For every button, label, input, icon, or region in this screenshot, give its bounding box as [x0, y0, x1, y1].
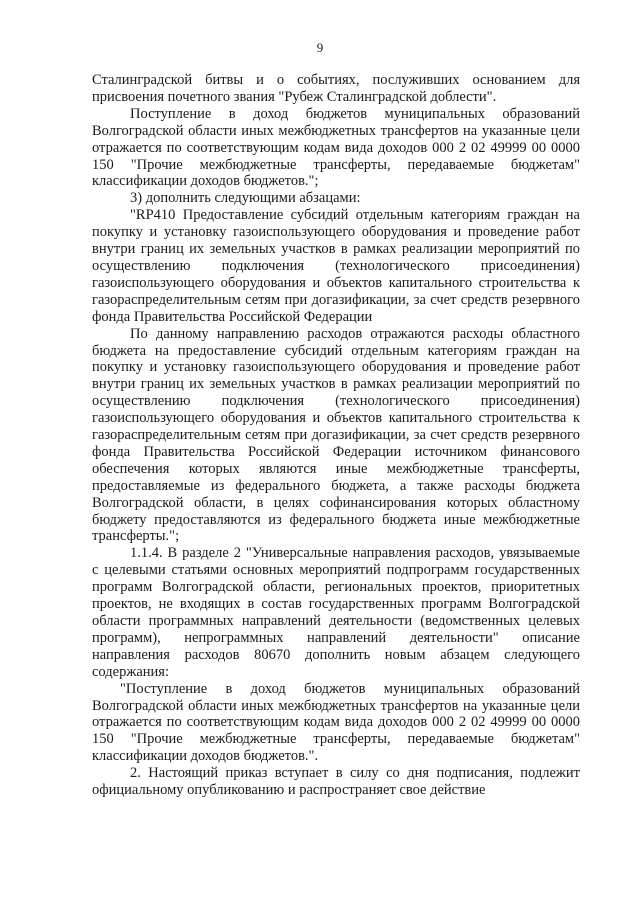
paragraph-new-clause: "Поступление в доход бюджетов муниципальных образований Волгоградской области иных межбюджетных трансфертов на указанные цели отражается по соответствующим кодам вида доходов 000 2 02 49999 00 0000 150 "Прочие межбюджетные трансферты, передаваемые бюджетам" классификации доходов бюджетов.". — [92, 680, 580, 765]
paragraph-rp410-title: "RP410 Предоставление субсидий отдельным категориям граждан на покупку и установку газоиспользующего оборудования и проведение работ внутри границ их земельных участков в рамках реализации мероприятий по осуществлению подключения (технологического присоединения) газоиспользующего оборудования и объектов капитального строительства к газораспределительным сетям при догазификации, за счет средств резервного фонда Правительства Российской Федерации — [92, 207, 580, 325]
paragraph-continuation: Сталинградской битвы и о событиях, послуживших основанием для присвоения почетного звания "Рубеж Сталинградской доблести". — [92, 72, 580, 105]
paragraph-section-2-amendment: 1.1.4. В разделе 2 "Универсальные направления расходов, увязываемые с целевыми статьями основных мероприятий подпрограмм государственных программ Волгоградской области, региональных проектов, приоритетных проектов, не входящих в состав государственных программ Волгоградской области программных направлений деятельности (ведомственных целевых программ), непрограммных направлений деятельности" описание направления расходов 80670 дополнить новым абзацем следующего содержания: — [92, 545, 580, 680]
paragraph-add-items: 3) дополнить следующими абзацами: — [130, 190, 361, 207]
paragraph-revenue-note: Поступление в доход бюджетов муниципальных образований Волгоградской области иных межбюджетных трансфертов на указанные цели отражается по соответствующим кодам вида доходов 000 2 02 49999 00 0000 150 "Прочие межбюджетные трансферты, передаваемые бюджетам" классификации доходов бюджетов."; — [92, 105, 580, 190]
page-number: 9 — [316, 40, 324, 55]
paragraph-rp410-description: По данному направлению расходов отражаются расходы областного бюджета на предоставление субсидий отдельным категориям граждан на покупку и установку газоиспользующего оборудования и проведение работ внутри границ их земельных участков в рамках реализации мероприятий по осуществлению подключения (технологического присоединения) газоиспользующего оборудования и объектов капитального строительства к газораспределительным сетям при догазификации, за счет средств резервного фонда Правительства Российской Федерации источником финансового обеспечения которых являются иные межбюджетные трансферты, предоставляемые из федерального бюджета, а также расходы бюджета Волгоградской области, в целях софинансирования которых областному бюджету предоставляются из федерального бюджета иные межбюджетные трансферты."; — [92, 325, 580, 545]
paragraph-entry-into-force: 2. Настоящий приказ вступает в силу со дня подписания, подлежит официальному опубликованию и распространяет свое действие — [92, 765, 580, 799]
document-body — [92, 72, 580, 799]
